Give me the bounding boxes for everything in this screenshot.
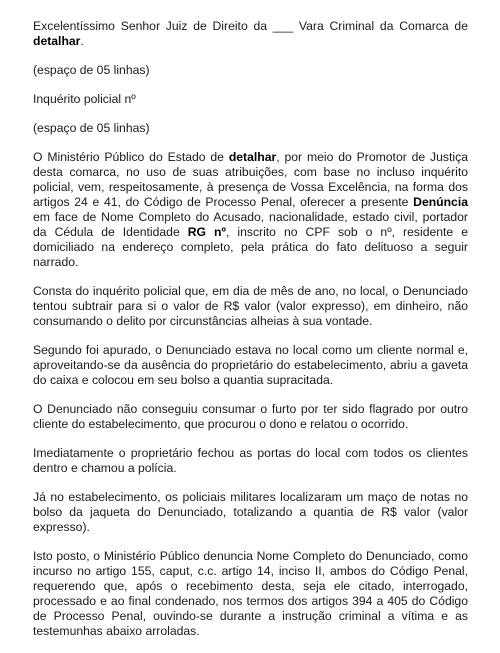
- text-run: , inscrito no CPF sob o nº, residente e domiciliado na endereço completo, pela prática do fato delituoso a seguir narrado.: [33, 225, 468, 269]
- text-run: (espaço de 05 linhas): [33, 121, 150, 135]
- text-run: .: [80, 34, 84, 48]
- text-run: , por meio do Promotor de Justiça desta comarca, no uso de suas atribuições, com base no incluso inquérito policial, vem, respeitosamente, à presença de Vossa Excelência, na forma dos artigos 24 e 41, do Código de Processo Penal, oferecer a presente: [33, 150, 468, 209]
- text-run: Inquérito policial nº: [33, 92, 136, 106]
- text-run: Já no estabelecimento, os policiais militares localizaram um maço de notas no bolso da jaqueta do Denunciado, totalizando a quantia de R$ valor (valor expresso).: [33, 490, 468, 534]
- intro-paragraph: [33, 150, 468, 270]
- request-paragraph: [33, 549, 468, 639]
- text-run: (espaço de 05 linhas): [33, 63, 150, 77]
- evidence-paragraph: [33, 490, 468, 535]
- text-run: em face de Nome Completo do Acusado, nacionalidade, estado civil, portador da Cédula de Identidade: [33, 210, 468, 239]
- text-run: Consta do inquérito policial que, em dia de mês de ano, no local, o Denunciado tentou subtrair para si o valor de R$ valor (valor expresso), em dinheiro, não consumando o delito por circunstâncias alheias à sua vontade.: [33, 284, 468, 328]
- text-run: O Ministério Público do Estado de: [33, 150, 229, 164]
- investigation-paragraph: [33, 343, 468, 388]
- police-call-paragraph: [33, 446, 468, 476]
- placeholder-bold: detalhar: [33, 34, 81, 48]
- text-run: Segundo foi apurado, o Denunciado estava no local como um cliente normal e, aproveitando-se da ausência do proprietário do estabelecimento, abriu a gaveta do caixa e colocou em seu bolso a quantia supracitada.: [33, 343, 468, 387]
- placeholder-bold: detalhar: [228, 150, 277, 164]
- addressee-paragraph: [33, 19, 468, 49]
- text-run: Isto posto, o Ministério Público denuncia Nome Completo do Denunciado, como incurso no artigo 155, caput, c.c. artigo 14, inciso II, ambos do Código Penal, requerendo que, após o recebimento desta, seja ele citado, interrogado, processado e ao final condenado, nos termos dos artigos 394 a 405 do Código de Processo Penal, ouvindo-se durante a instrução criminal a vítima e as testemunhas abaixo arroladas.: [33, 549, 468, 638]
- text-run: O Denunciado não conseguiu consumar o furto por ter sido flagrado por outro cliente do estabelecimento, que procurou o dono e relatou o ocorrido.: [33, 402, 468, 431]
- spacing-note: [33, 63, 468, 78]
- rg-bold: RG nº: [187, 225, 226, 239]
- inquiry-reference: [33, 92, 468, 107]
- document-body: [33, 19, 468, 653]
- denuncia-bold: Denúncia: [413, 195, 468, 209]
- facts-paragraph: [33, 284, 468, 329]
- text-run: Imediatamente o proprietário fechou as portas do local com todos os clientes dentro e chamou a polícia.: [33, 446, 468, 475]
- attempt-paragraph: [33, 402, 468, 432]
- text-run: Excelentíssimo Senhor Juiz de Direito da ___ Vara Criminal da Comarca de: [33, 19, 468, 33]
- spacing-note: [33, 121, 468, 136]
